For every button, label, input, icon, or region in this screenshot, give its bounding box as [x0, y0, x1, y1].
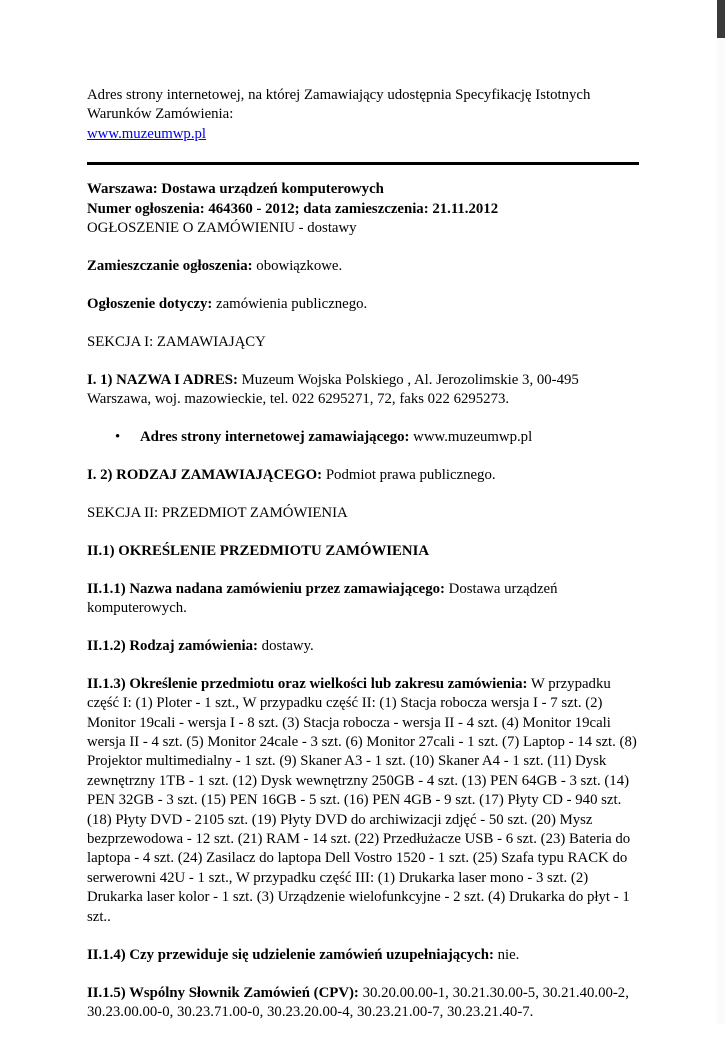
- paragraph-nazwa-adres: [87, 371, 639, 410]
- paragraph-ii15: [87, 984, 639, 1023]
- paragraph-label: II.1.5) Wspólny Słownik Zamówień (CPV):: [87, 984, 359, 1001]
- paragraph-label: II.1.1) Nazwa nadana zamówieniu przez zamawiającego:: [87, 580, 445, 597]
- announcement-number: Numer ogłoszenia: 464360 - 2012; data zamieszczenia: 21.11.2012: [87, 200, 499, 217]
- paragraph-label: II.1.2) Rodzaj zamówienia:: [87, 637, 258, 654]
- paragraph-text: nie.: [493, 946, 520, 963]
- paragraph-ii12: [87, 637, 639, 656]
- paragraph-label: I. 2) RODZAJ ZAMAWIAJĄCEGO:: [87, 466, 323, 483]
- section-divider: [87, 162, 639, 165]
- scrollbar-track[interactable]: [717, 0, 725, 1024]
- paragraph-text: Muzeum Wojska Polskiego , Al. Jerozolimskie 3, 00-495 Warszawa, woj. mazowieckie, tel. 022 6295271, 72, faks 022 6295273.: [87, 371, 579, 408]
- paragraph-text: Dostawa urządzeń komputerowych.: [87, 580, 558, 616]
- paragraph-label: Ogłoszenie dotyczy:: [87, 295, 213, 312]
- paragraph-text: obowiązkowe.: [252, 257, 343, 274]
- section-heading-2: SEKCJA II: PRZEDMIOT ZAMÓWIENIA: [87, 504, 348, 521]
- section-heading-1: SEKCJA I: ZAMAWIAJĄCY: [87, 333, 266, 350]
- paragraph-text: W przypadku część I: (1) Ploter - 1 szt., W przypadku część II: (1) Stacja robocza wersja I - 7 szt. (2) Monitor 19cali - wersja I - 8 szt. (3) Stacja robocza - wersja II - 4 szt. (4) Monitor 19cali wersja II - 4 szt. (5) Monitor 24cale - 3 szt. (6) Monitor 27cali - 1 szt. (7) Laptop - 14 szt. (8) Projektor multimedialny - 1 szt. (9) Skaner A3 - 1 szt. (10) Skaner A4 - 1 szt. (11) Dysk zewnętrzny 1TB - 1 szt. (12) Dysk wewnętrzny 250GB - 4 szt. (13) PEN 64GB - 3 szt. (14) PEN 32GB - 3 szt. (15) PEN 16GB - 5 szt. (16) PEN 4GB - 9 szt. (17) Płyty CD - 940 szt. (18) Płyty DVD - 2105 szt. (19) Płyty DVD do archiwizacji zdjęć - 50 szt. (20) Mysz bezprzewodowa - 12 szt. (21) RAM - 14 szt. (22) Przedłużacze USB - 6 szt. (23) Bateria do laptopa - 4 szt. (24) Zasilacz do laptopa Dell Vostro 1520 - 1 szt. (25) Szafa typu RACK do serwerowni 42U - 1 szt., W przypadku część III: (1) Drukarka laser mono - 3 szt. (2) Drukarka laser kolor - 1 szt. (3) Urządzenie wielofunkcyjne - 2 szt. (4) Drukarka do płyt - 1 szt..: [87, 675, 637, 925]
- document-content: [87, 86, 639, 1041]
- siwz-intro-text: Adres strony internetowej, na której Zamawiający udostępnia Specyfikację Istotnych Warunków Zamówienia:: [87, 87, 591, 123]
- scrollbar-thumb[interactable]: [717, 0, 725, 38]
- paragraph-ii13: [87, 675, 639, 927]
- siwz-link[interactable]: www.muzeumwp.pl: [87, 125, 207, 142]
- paragraph-zamieszczanie: [87, 257, 639, 276]
- announcement-header: [87, 180, 639, 238]
- paragraph-text: dostawy.: [257, 637, 314, 654]
- bullet-text: www.muzeumwp.pl: [409, 428, 533, 445]
- paragraph-dotyczy: [87, 295, 639, 314]
- bullet-list-item: [115, 428, 639, 447]
- paragraph-text: zamówienia publicznego.: [212, 295, 368, 312]
- paragraph-rodzaj-zamawiajacego: [87, 466, 639, 485]
- paragraph-ii11: [87, 580, 639, 619]
- paragraph-text: Podmiot prawa publicznego.: [322, 466, 496, 483]
- bullet-label: Adres strony internetowej zamawiającego:: [140, 428, 410, 445]
- paragraph-label: II.1.3) Określenie przedmiotu oraz wielkości lub zakresu zamówienia:: [87, 675, 528, 692]
- paragraph-label: Zamieszczanie ogłoszenia:: [87, 257, 253, 274]
- paragraph-text: 30.20.00.00-1, 30.21.30.00-5, 30.21.40.00-2, 30.23.00.00-0, 30.23.71.00-0, 30.23.20.00-4, 30.23.21.00-7, 30.23.21.40-7.: [87, 984, 629, 1020]
- announcement-title: Warszawa: Dostawa urządzeń komputerowych: [87, 181, 384, 198]
- subsection-heading-ii1: II.1) OKREŚLENIE PRZEDMIOTU ZAMÓWIENIA: [87, 542, 430, 559]
- siwz-intro-block: [87, 86, 639, 144]
- announcement-type: OGŁOSZENIE O ZAMÓWIENIU - dostawy: [87, 220, 357, 237]
- bullet-icon: •: [115, 428, 121, 445]
- paragraph-label: I. 1) NAZWA I ADRES:: [87, 371, 238, 388]
- paragraph-label: II.1.4) Czy przewiduje się udzielenie zamówień uzupełniających:: [87, 946, 494, 963]
- siwz-link-line: [87, 125, 639, 144]
- paragraph-ii14: [87, 946, 639, 965]
